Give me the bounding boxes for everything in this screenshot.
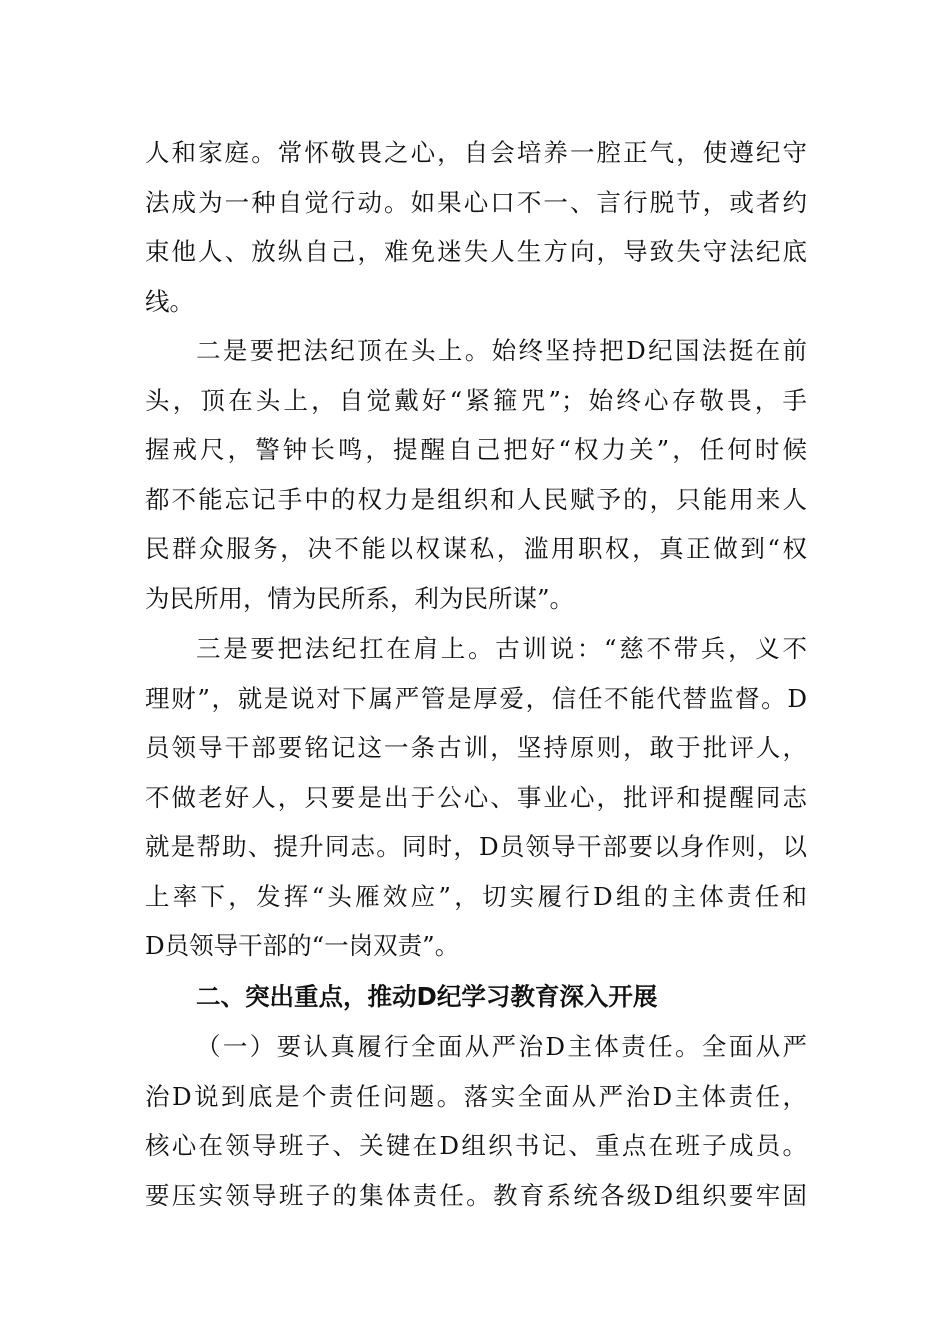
text-line: 上率下，发挥“头雁效应”，切实履行D组的主体责任和 — [145, 881, 807, 911]
text-line: 束他人、放纵自己，难免迷失人生方向，导致失守法纪底 — [145, 237, 807, 266]
paragraph-4 — [145, 1022, 807, 1220]
text-line: 为民所用，情为民所系，利为民所谋”。 — [145, 583, 575, 613]
text-line: 治D说到底是个责任问题。落实全面从严治D主体责任， — [145, 1081, 807, 1111]
paragraph-2 — [145, 326, 807, 623]
text-line: 理财”，就是说对下属严管是厚爱，信任不能代替监督。D — [145, 683, 807, 713]
text-line: 法成为一种自觉行动。如果心口不一、言行脱节，或者约 — [145, 187, 807, 217]
text-line: D员领导干部的“一岗双责”。 — [145, 931, 460, 960]
text-line: 不做老好人，只要是出于公心、事业心，批评和提醒同志 — [145, 782, 807, 812]
text-line: 要压实领导班子的集体责任。教育系统各级D组织要牢固 — [145, 1180, 807, 1210]
text-line: 员领导干部要铭记这一条古训，坚持原则，敢于批评人， — [145, 733, 807, 762]
text-line: 核心在领导班子、关键在D组织书记、重点在班子成员。 — [145, 1131, 807, 1160]
text-line: （一）要认真履行全面从严治D主体责任。全面从严 — [196, 1032, 807, 1061]
text-line: 头，顶在头上，自觉戴好“紧箍咒”；始终心存敬畏，手 — [145, 385, 807, 415]
text-line: 民群众服务，决不能以权谋私，滥用职权，真正做到“权 — [145, 534, 807, 563]
text-line: 线。 — [145, 286, 194, 316]
paragraph-3 — [145, 624, 807, 971]
text-line: 三是要把法纪扛在肩上。古训说：“慈不带兵，义不 — [196, 634, 807, 663]
text-line: 就是帮助、提升同志。同时，D员领导干部要以身作则，以 — [145, 832, 807, 861]
text-line: 二是要把法纪顶在头上。始终坚持把D纪国法挺在前 — [196, 336, 807, 365]
text-line: 都不能忘记手中的权力是组织和人民赋予的，只能用来人 — [145, 484, 807, 514]
section-heading: 二、突出重点，推动D纪学习教育深入开展 — [196, 982, 658, 1011]
text-line: 握戒尺，警钟长鸣，提醒自己把好“权力关”，任何时候 — [145, 435, 807, 464]
text-line: 人和家庭。常怀敬畏之心，自会培养一腔正气，使遵纪守 — [145, 138, 807, 167]
paragraph-1 — [145, 128, 807, 326]
